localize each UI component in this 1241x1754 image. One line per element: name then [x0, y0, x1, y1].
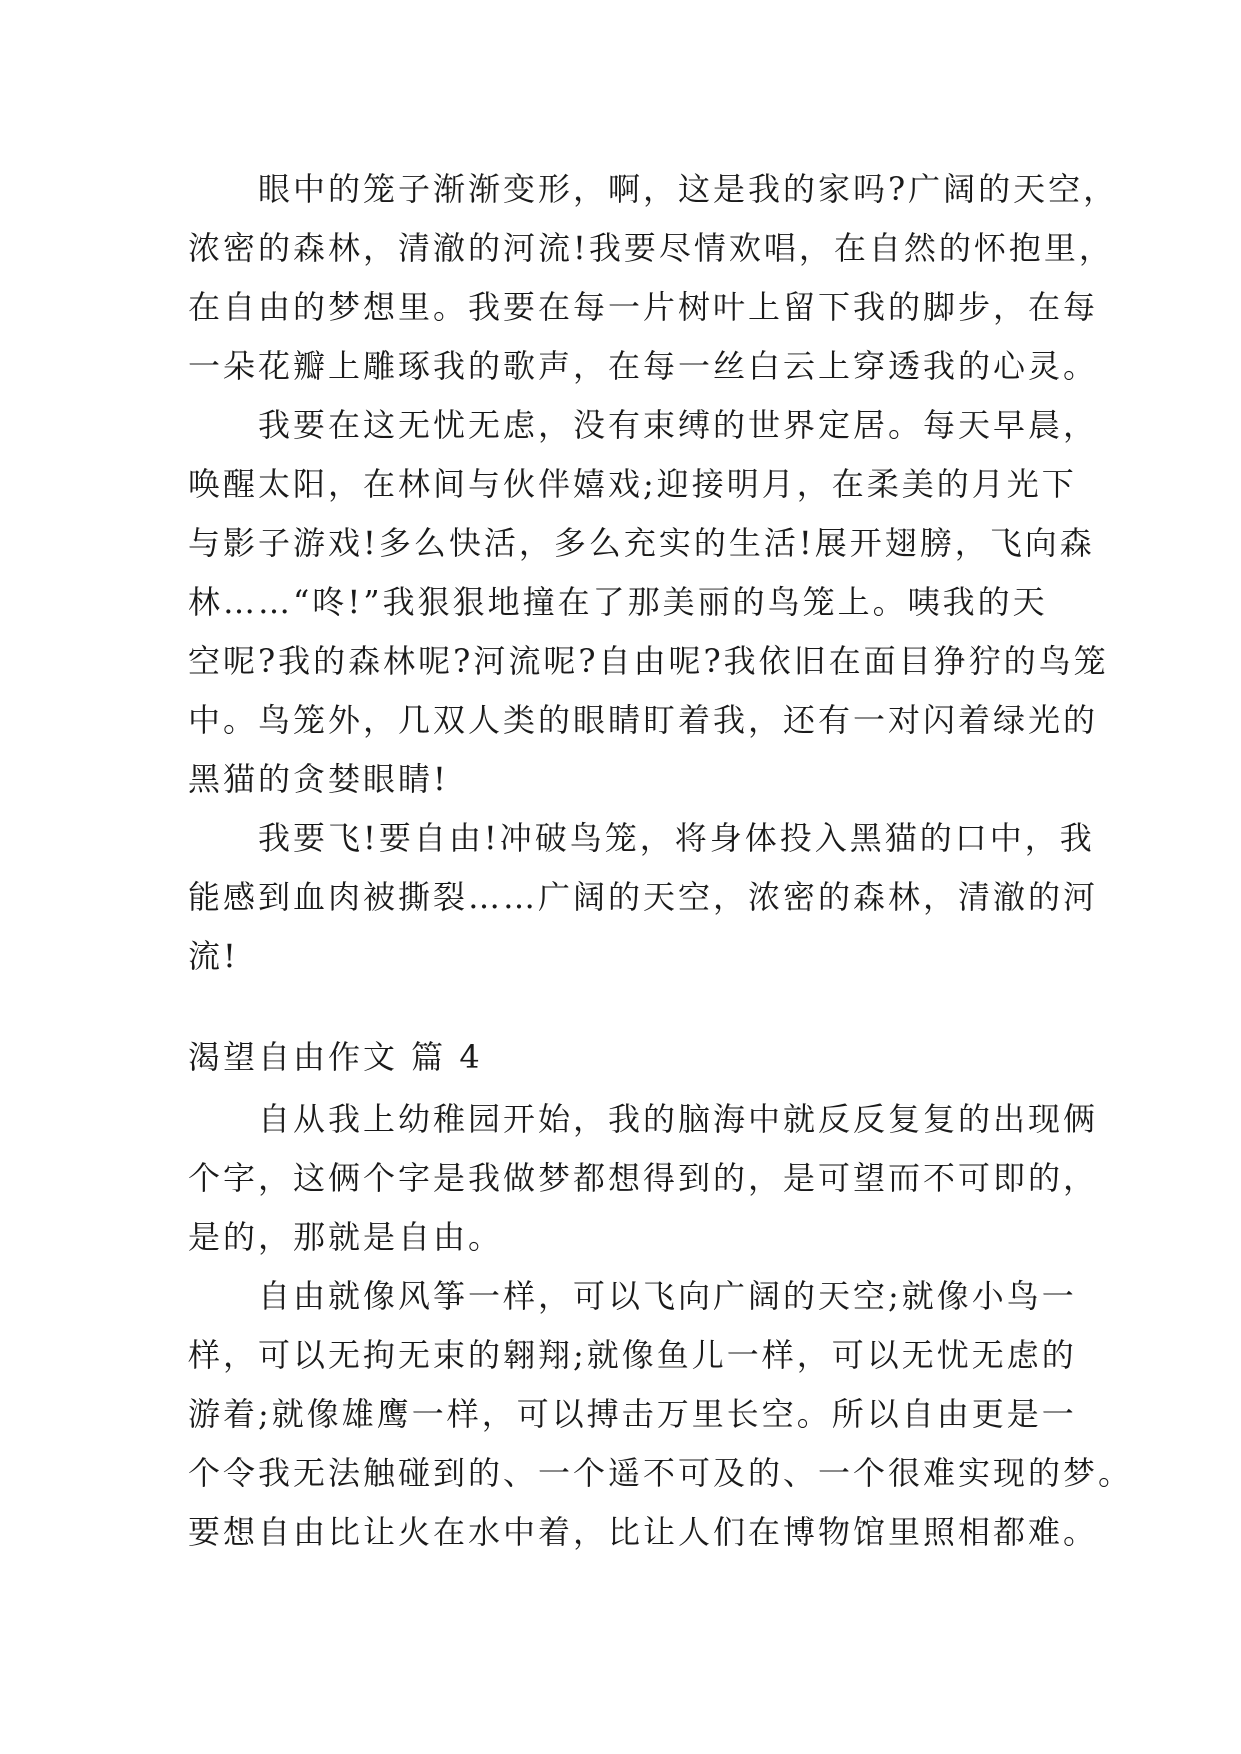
paragraph-line: 空呢?我的森林呢?河流呢?自由呢?我依旧在面目狰狞的鸟笼 — [188, 642, 1109, 680]
paragraph-line: 要想自由比让火在水中着，比让人们在博物馆里照相都难。 — [188, 1513, 1099, 1551]
paragraph-line: 我要飞!要自由!冲破鸟笼，将身体投入黑猫的口中，我 — [258, 819, 1095, 857]
paragraph-line: 自从我上幼稚园开始，我的脑海中就反反复复的出现俩 — [258, 1100, 1099, 1138]
paragraph-line: 我要在这无忧无虑，没有束缚的世界定居。每天早晨， — [258, 406, 1099, 444]
article-body-part2 — [188, 1090, 1134, 1562]
paragraph-line: 浓密的森林，清澈的河流!我要尽情欢唱，在自然的怀抱里， — [188, 229, 1114, 267]
paragraph-line: 个字，这俩个字是我做梦都想得到的，是可望而不可即的， — [188, 1159, 1099, 1197]
paragraph-line: 是的，那就是自由。 — [188, 1218, 504, 1256]
paragraph-line: 样，可以无拘无束的翱翔;就像鱼儿一样，可以无忧无虑的 — [188, 1336, 1077, 1374]
paragraph-line: 个令我无法触碰到的、一个遥不可及的、一个很难实现的梦。 — [188, 1454, 1134, 1492]
paragraph-line: 中。鸟笼外，几双人类的眼睛盯着我，还有一对闪着绿光的 — [188, 701, 1099, 739]
paragraph-line: 流! — [188, 937, 239, 975]
paragraph-line: 林……“咚!”我狠狠地撞在了那美丽的鸟笼上。咦我的天 — [188, 583, 1048, 621]
section-heading: 渴望自由作文 篇 4 — [188, 1038, 483, 1076]
paragraph-line: 能感到血肉被撕裂……广阔的天空，浓密的森林，清澈的河 — [188, 878, 1099, 916]
paragraph-line: 自由就像风筝一样，可以飞向广阔的天空;就像小鸟一 — [258, 1277, 1077, 1315]
article-body-part1 — [188, 160, 1119, 986]
paragraph-line: 在自由的梦想里。我要在每一片树叶上留下我的脚步，在每 — [188, 288, 1099, 326]
paragraph-line: 游着;就像雄鹰一样，可以搏击万里长空。所以自由更是一 — [188, 1395, 1077, 1433]
paragraph-line: 与影子游戏!多么快活，多么充实的生活!展开翅膀，飞向森 — [188, 524, 1095, 562]
paragraph-line: 眼中的笼子渐渐变形，啊，这是我的家吗?广阔的天空， — [258, 170, 1119, 208]
paragraph-line: 一朵花瓣上雕琢我的歌声，在每一丝白云上穿透我的心灵。 — [188, 347, 1099, 385]
paragraph-line: 唤醒太阳，在林间与伙伴嬉戏;迎接明月，在柔美的月光下 — [188, 465, 1077, 503]
paragraph-line: 黑猫的贪婪眼睛! — [188, 760, 449, 798]
